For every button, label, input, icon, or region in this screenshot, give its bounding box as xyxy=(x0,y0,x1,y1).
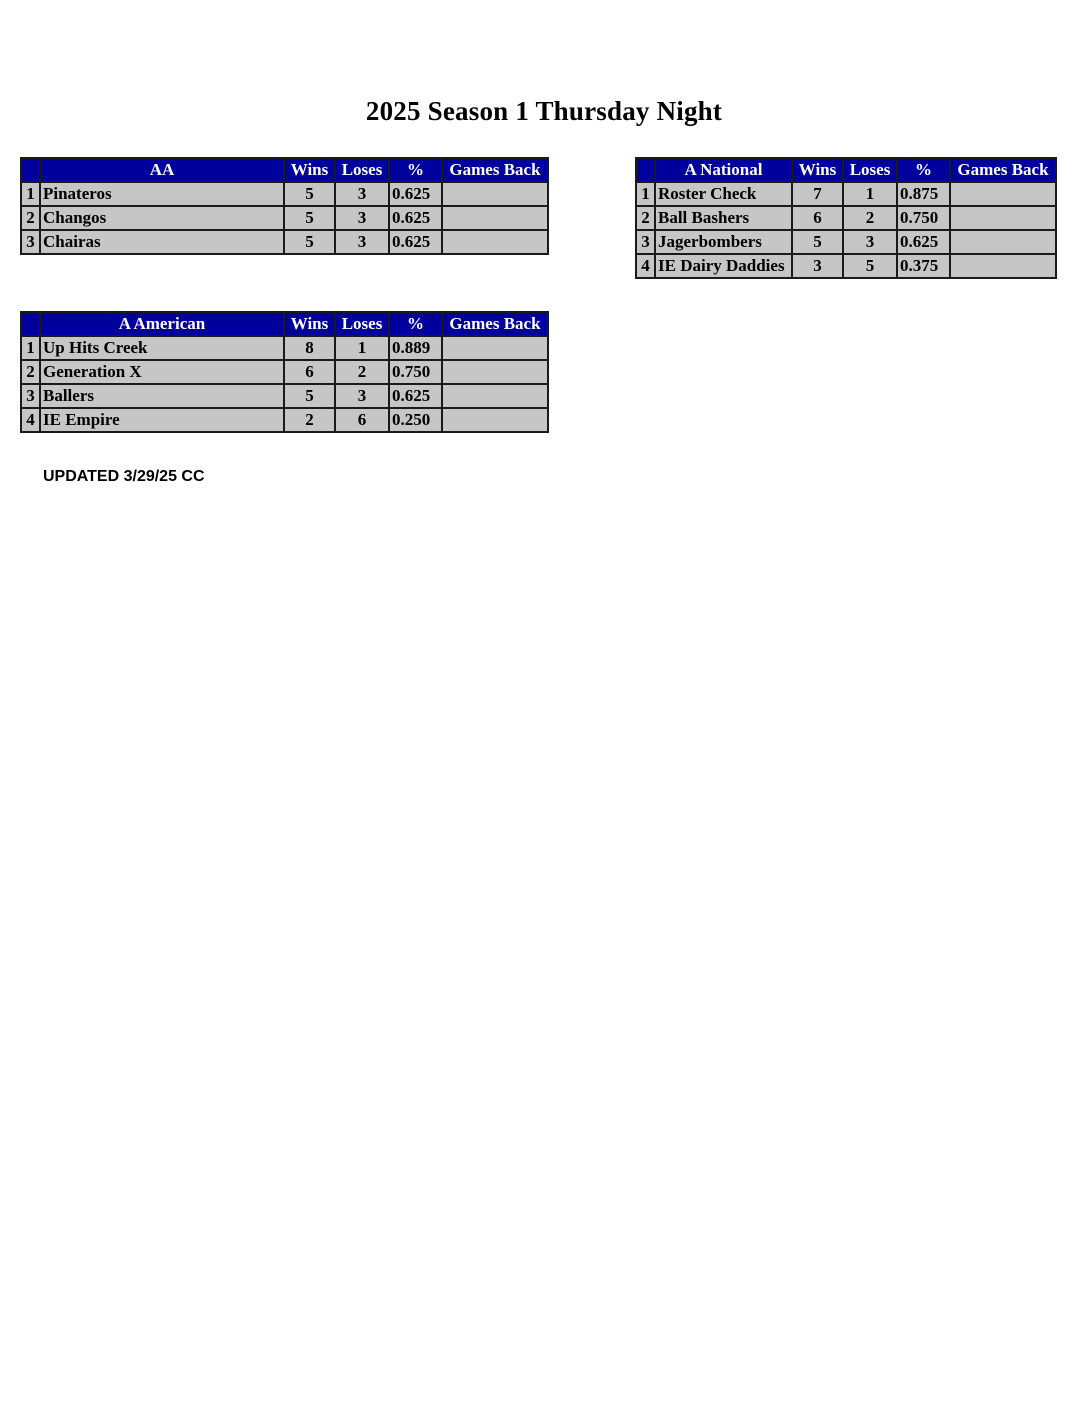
table-row xyxy=(21,336,548,360)
loses-header: Loses xyxy=(335,158,389,182)
wins-cell: 5 xyxy=(284,384,335,408)
wins-cell: 5 xyxy=(284,230,335,254)
games-back-cell xyxy=(442,206,548,230)
games-back-cell xyxy=(442,182,548,206)
wins-header: Wins xyxy=(284,158,335,182)
pct-cell: 0.889 xyxy=(389,336,442,360)
pct-cell: 0.625 xyxy=(389,206,442,230)
wins-cell: 2 xyxy=(284,408,335,432)
loses-cell: 3 xyxy=(335,182,389,206)
table-row xyxy=(636,230,1056,254)
team-cell: IE Empire xyxy=(40,408,284,432)
rank-cell: 3 xyxy=(21,384,40,408)
loses-cell: 3 xyxy=(335,206,389,230)
team-cell: Roster Check xyxy=(655,182,792,206)
table-row xyxy=(21,408,548,432)
wins-cell: 8 xyxy=(284,336,335,360)
updated-note: UPDATED 3/29/25 CC xyxy=(43,468,205,485)
pct-cell: 0.750 xyxy=(389,360,442,384)
table-row xyxy=(21,384,548,408)
wins-header: Wins xyxy=(792,158,843,182)
pct-cell: 0.625 xyxy=(389,384,442,408)
table-row xyxy=(636,254,1056,278)
rank-cell: 1 xyxy=(636,182,655,206)
rank-header xyxy=(21,158,40,182)
pct-cell: 0.625 xyxy=(389,230,442,254)
rank-cell: 3 xyxy=(636,230,655,254)
team-cell: IE Dairy Daddies xyxy=(655,254,792,278)
loses-cell: 2 xyxy=(843,206,897,230)
rank-header xyxy=(636,158,655,182)
division-name: A American xyxy=(40,312,284,336)
rank-cell: 1 xyxy=(21,182,40,206)
games-back-cell xyxy=(950,206,1056,230)
pct-cell: 0.625 xyxy=(897,230,950,254)
table-row xyxy=(636,206,1056,230)
loses-cell: 3 xyxy=(335,384,389,408)
pct-cell: 0.375 xyxy=(897,254,950,278)
games-back-cell xyxy=(442,384,548,408)
division-name: A National xyxy=(655,158,792,182)
loses-cell: 1 xyxy=(843,182,897,206)
team-cell: Jagerbombers xyxy=(655,230,792,254)
loses-cell: 6 xyxy=(335,408,389,432)
standings-table-a-american xyxy=(20,311,549,433)
standings-table-aa xyxy=(20,157,549,255)
team-cell: Ballers xyxy=(40,384,284,408)
games-back-header: Games Back xyxy=(442,312,548,336)
games-back-cell xyxy=(442,408,548,432)
wins-cell: 5 xyxy=(284,206,335,230)
table-row xyxy=(636,182,1056,206)
pct-cell: 0.875 xyxy=(897,182,950,206)
loses-cell: 5 xyxy=(843,254,897,278)
wins-cell: 7 xyxy=(792,182,843,206)
rank-header xyxy=(21,312,40,336)
games-back-header: Games Back xyxy=(442,158,548,182)
team-cell: Up Hits Creek xyxy=(40,336,284,360)
table-row xyxy=(21,230,548,254)
division-name: AA xyxy=(40,158,284,182)
rank-cell: 2 xyxy=(21,360,40,384)
table-header-row xyxy=(21,158,548,182)
pct-cell: 0.625 xyxy=(389,182,442,206)
games-back-cell xyxy=(442,336,548,360)
loses-cell: 3 xyxy=(335,230,389,254)
pct-cell: 0.250 xyxy=(389,408,442,432)
games-back-cell xyxy=(950,182,1056,206)
loses-header: Loses xyxy=(335,312,389,336)
loses-header: Loses xyxy=(843,158,897,182)
wins-cell: 6 xyxy=(284,360,335,384)
page-title: 2025 Season 1 Thursday Night xyxy=(365,96,723,126)
team-cell: Changos xyxy=(40,206,284,230)
pct-cell: 0.750 xyxy=(897,206,950,230)
loses-cell: 1 xyxy=(335,336,389,360)
loses-cell: 2 xyxy=(335,360,389,384)
wins-cell: 3 xyxy=(792,254,843,278)
rank-cell: 3 xyxy=(21,230,40,254)
pct-header: % xyxy=(389,158,442,182)
table-row xyxy=(21,360,548,384)
games-back-cell xyxy=(442,360,548,384)
pct-header: % xyxy=(389,312,442,336)
table-header-row xyxy=(21,312,548,336)
standings-table-a-national xyxy=(635,157,1057,279)
table-row xyxy=(21,206,548,230)
team-cell: Pinateros xyxy=(40,182,284,206)
team-cell: Chairas xyxy=(40,230,284,254)
rank-cell: 4 xyxy=(21,408,40,432)
games-back-header: Games Back xyxy=(950,158,1056,182)
games-back-cell xyxy=(442,230,548,254)
wins-cell: 5 xyxy=(284,182,335,206)
loses-cell: 3 xyxy=(843,230,897,254)
wins-cell: 6 xyxy=(792,206,843,230)
wins-cell: 5 xyxy=(792,230,843,254)
rank-cell: 1 xyxy=(21,336,40,360)
games-back-cell xyxy=(950,254,1056,278)
pct-header: % xyxy=(897,158,950,182)
rank-cell: 2 xyxy=(636,206,655,230)
table-header-row xyxy=(636,158,1056,182)
rank-cell: 4 xyxy=(636,254,655,278)
rank-cell: 2 xyxy=(21,206,40,230)
wins-header: Wins xyxy=(284,312,335,336)
table-row xyxy=(21,182,548,206)
games-back-cell xyxy=(950,230,1056,254)
team-cell: Ball Bashers xyxy=(655,206,792,230)
team-cell: Generation X xyxy=(40,360,284,384)
